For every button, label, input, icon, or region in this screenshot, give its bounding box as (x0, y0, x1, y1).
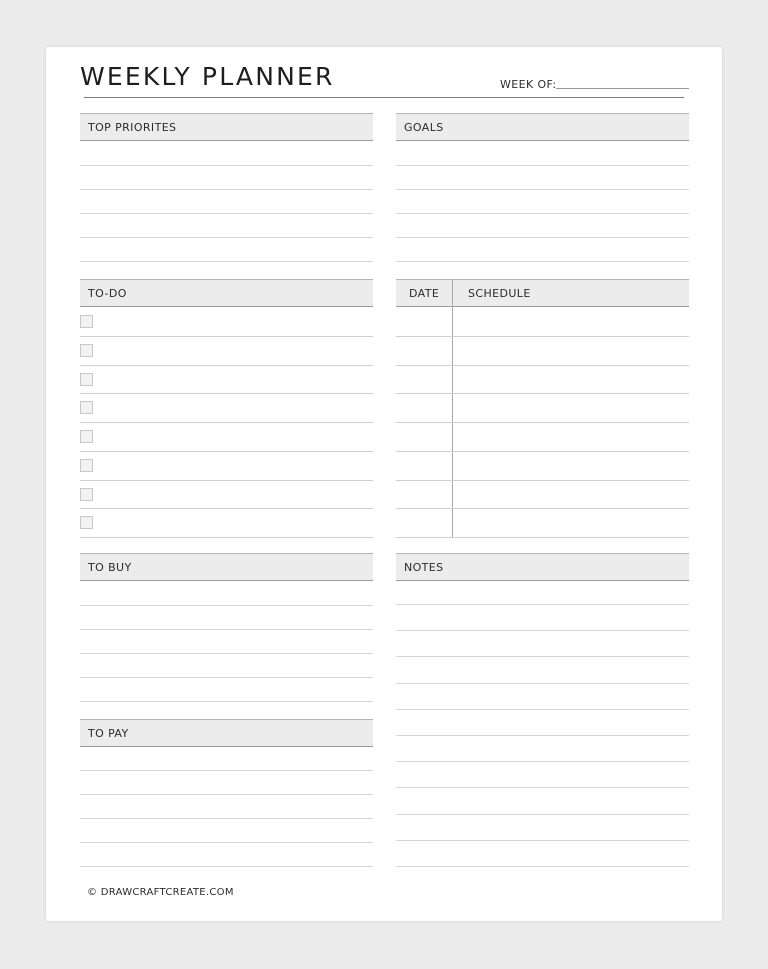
schedule-header (396, 279, 689, 307)
todo-checkbox[interactable] (80, 488, 93, 501)
todo-checkbox[interactable] (80, 459, 93, 472)
to-pay-label: TO PAY (88, 727, 129, 740)
todo-checkbox[interactable] (80, 430, 93, 443)
priority-line[interactable] (80, 213, 373, 214)
notes-line[interactable] (396, 683, 689, 684)
schedule-row[interactable] (396, 508, 689, 509)
top-priorities-header (80, 113, 373, 141)
schedule-row[interactable] (396, 336, 689, 337)
goal-line[interactable] (396, 237, 689, 238)
week-of-field[interactable] (556, 88, 689, 89)
todo-line[interactable] (80, 336, 373, 337)
notes-label: NOTES (404, 561, 444, 574)
to-pay-line[interactable] (80, 794, 373, 795)
to-pay-line[interactable] (80, 842, 373, 843)
week-of-label: WEEK OF: (500, 78, 557, 91)
priority-line[interactable] (80, 237, 373, 238)
to-buy-label: TO BUY (88, 561, 132, 574)
schedule-column-divider (452, 279, 453, 537)
goals-header (396, 113, 689, 141)
date-column-label: DATE (409, 287, 440, 300)
schedule-row[interactable] (396, 537, 689, 538)
page-title: WEEKLY PLANNER (80, 62, 335, 91)
goals-label: GOALS (404, 121, 444, 134)
notes-line[interactable] (396, 761, 689, 762)
notes-line[interactable] (396, 709, 689, 710)
to-buy-line[interactable] (80, 653, 373, 654)
planner-page (46, 47, 722, 921)
todo-checkbox[interactable] (80, 344, 93, 357)
to-buy-line[interactable] (80, 677, 373, 678)
to-pay-line[interactable] (80, 770, 373, 771)
to-pay-line[interactable] (80, 866, 373, 867)
notes-line[interactable] (396, 630, 689, 631)
todo-line[interactable] (80, 365, 373, 366)
priority-line[interactable] (80, 189, 373, 190)
goal-line[interactable] (396, 189, 689, 190)
notes-line[interactable] (396, 866, 689, 867)
notes-line[interactable] (396, 814, 689, 815)
schedule-row[interactable] (396, 451, 689, 452)
todo-header (80, 279, 373, 307)
todo-checkbox[interactable] (80, 315, 93, 328)
priority-line[interactable] (80, 165, 373, 166)
todo-line[interactable] (80, 508, 373, 509)
todo-checkbox[interactable] (80, 373, 93, 386)
copyright-footer: © DRAWCRAFTCREATE.COM (87, 887, 234, 898)
todo-line[interactable] (80, 537, 373, 538)
schedule-row[interactable] (396, 365, 689, 366)
to-pay-line[interactable] (80, 818, 373, 819)
schedule-row[interactable] (396, 422, 689, 423)
todo-line[interactable] (80, 480, 373, 481)
top-priorities-label: TOP PRIORITES (88, 121, 177, 134)
notes-header (396, 553, 689, 581)
notes-line[interactable] (396, 840, 689, 841)
todo-checkbox[interactable] (80, 516, 93, 529)
todo-label: TO-DO (88, 287, 127, 300)
notes-line[interactable] (396, 787, 689, 788)
todo-line[interactable] (80, 393, 373, 394)
to-buy-header (80, 553, 373, 581)
priority-line[interactable] (80, 261, 373, 262)
to-buy-line[interactable] (80, 629, 373, 630)
notes-line[interactable] (396, 735, 689, 736)
goal-line[interactable] (396, 213, 689, 214)
to-buy-line[interactable] (80, 701, 373, 702)
todo-line[interactable] (80, 422, 373, 423)
notes-line[interactable] (396, 604, 689, 605)
to-pay-header (80, 719, 373, 747)
todo-line[interactable] (80, 451, 373, 452)
to-buy-line[interactable] (80, 605, 373, 606)
schedule-row[interactable] (396, 393, 689, 394)
goal-line[interactable] (396, 165, 689, 166)
todo-checkbox[interactable] (80, 401, 93, 414)
notes-line[interactable] (396, 656, 689, 657)
schedule-column-label: SCHEDULE (468, 287, 531, 300)
title-divider (84, 97, 684, 98)
schedule-row[interactable] (396, 480, 689, 481)
goal-line[interactable] (396, 261, 689, 262)
